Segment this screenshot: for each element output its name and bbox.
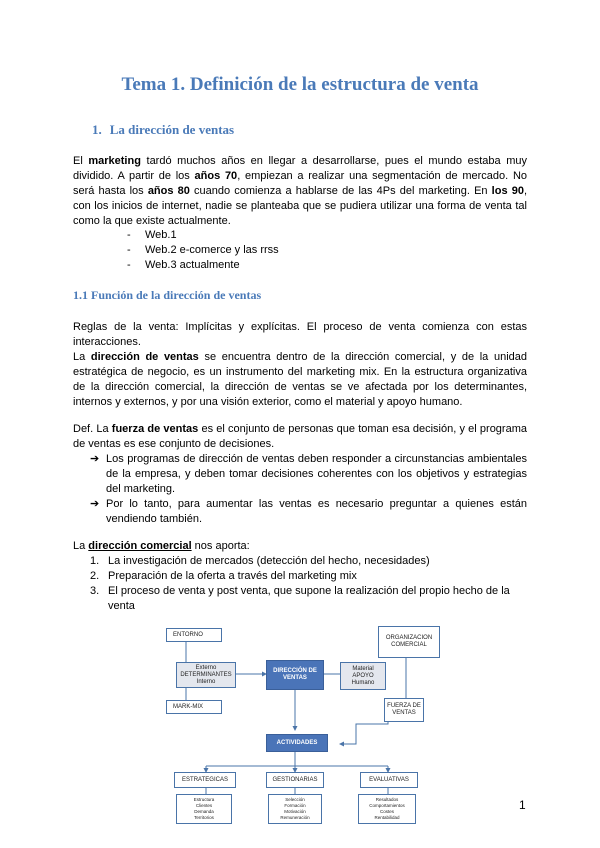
arrow-list-item: ➔ Por lo tanto, para aumentar las ventas es necesario preguntar a quienes están vendiendo también.	[90, 498, 527, 525]
list-item: - Web.1	[127, 229, 177, 241]
bold-term: marketing	[88, 155, 141, 167]
aporta-paragraph: La dirección comercial nos aporta:	[73, 540, 250, 552]
page-title: Tema 1. Definición de la estructura de venta	[121, 74, 479, 95]
numbered-list-item: 2. Preparación de la oferta a través del marketing mix	[90, 570, 357, 582]
section-number: 1.	[92, 122, 102, 137]
bold-term: años 80	[147, 185, 190, 197]
evaluativas-detail-box: Resultados Comportamientos Costes Rentabilidad	[358, 794, 416, 824]
determinantes-box: Externo DETERMINANTES Interno	[176, 662, 236, 688]
list-item: - Web.2 e-comerce y las rrss	[127, 244, 279, 256]
bold-term: dirección de ventas	[90, 351, 199, 363]
intro-paragraph: El marketing tardó muchos años en llegar a desarrollarse, pues el mundo estaba muy dividido. A partir de los años 70, empiezan a realizar una segmentación de mercado. No será hasta los años 80 cuando comienza a hablarse de las 4Ps del marketing. En los 90, con los inicios de internet, nadie se planteaba que se pudiera utilizar una forma de venta tal como la que existe actualmente.	[73, 155, 528, 227]
definition-paragraph: Def. La fuerza de ventas es el conjunto de personas que toman esa decisión, y el programa de ventas es ese conjunto de decisiones.	[73, 423, 527, 450]
bold-term: fuerza de ventas	[111, 423, 199, 435]
list-item: - Web.3 actualmente	[127, 259, 240, 271]
gestionarias-detail-box: Selección Formación Motivación Remuneración	[268, 794, 322, 824]
sales-structure-diagram	[158, 622, 433, 828]
actividades-box: ACTIVIDADES	[266, 734, 328, 752]
direccion-paragraph: La dirección de ventas se encuentra dentro de la dirección comercial, y de la unidad estratégica de negocio, es un instrumento del marketing mix. En la estructura organizativa de la dirección comercial, la dirección de ventas se ve afectada por los determinantes, internos y externos, y por una visión exterior, como el material y apoyo humano.	[73, 351, 527, 408]
section-heading	[92, 122, 234, 138]
evaluativas-box: EVALUATIVAS	[360, 772, 418, 788]
bold-term: años 70	[194, 170, 238, 182]
numbered-list-item: 3. El proceso de venta y post venta, que supone la realización del propio hecho de la venta	[90, 585, 510, 612]
entorno-box: ENTORNO	[166, 628, 222, 642]
page-number: 1	[519, 798, 526, 812]
arrow-list-item: ➔ Los programas de dirección de ventas deben responder a circunstancias ambientales de la empresa, y deben tomar decisiones coherentes con los objetivos y estrategias del marketing.	[90, 453, 527, 495]
numbered-list-item: 1. La investigación de mercados (detección del hecho, necesidades)	[90, 555, 430, 567]
subsection-heading: 1.1 Función de la dirección de ventas	[73, 288, 262, 302]
organizacion-box: ORGANIZACION COMERCIAL	[378, 626, 440, 658]
markmix-box: MARK-MIX	[166, 700, 222, 714]
apoyo-box: Material APOYO Humano	[340, 662, 386, 690]
gestionarias-box: GESTIONARIAS	[266, 772, 324, 788]
section-title: La dirección de ventas	[109, 122, 235, 137]
direccion-ventas-box: DIRECCIÓN DE VENTAS	[266, 660, 324, 690]
arrow-icon: ➔	[90, 453, 100, 465]
estrategicas-box: ESTRATEGICAS	[174, 772, 236, 788]
arrow-icon: ➔	[90, 498, 100, 510]
estrategicas-detail-box: Estructura Clientes Demanda Territorios	[176, 794, 232, 824]
underlined-term: dirección comercial	[88, 540, 192, 552]
fuerza-ventas-box: FUERZA DE VENTAS	[384, 698, 424, 722]
bold-term: los 90	[491, 185, 524, 197]
reglas-paragraph: Reglas de la venta: Implícitas y explícitas. El proceso de venta comienza con estas interacciones.	[73, 321, 527, 348]
